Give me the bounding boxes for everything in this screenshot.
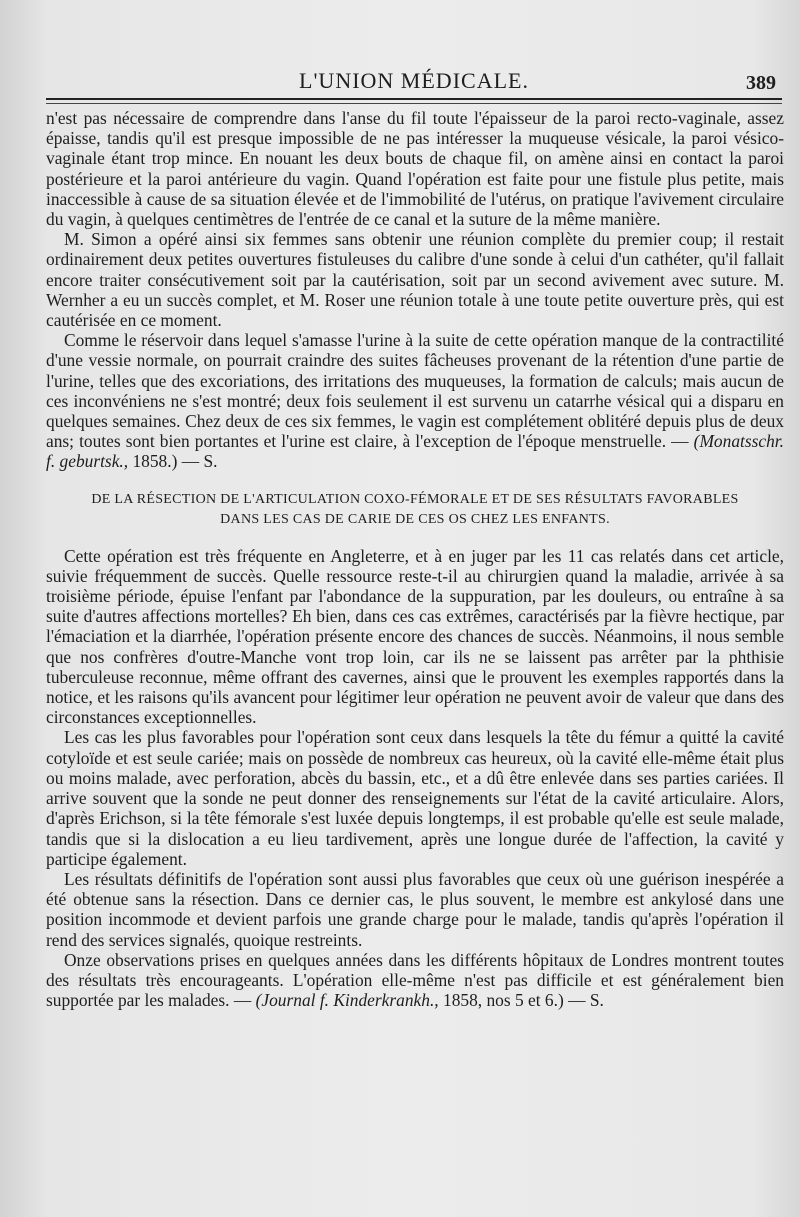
paragraph-6: Les résultats définitifs de l'opération sont aussi plus favorables que ceux où une guérison inespérée a été obtenue sans la résection. Dans ce dernier cas, le plus souvent, le membre est ankylosé dans une position incommode et devient parfois une grande charge pour le malade, tandis qu'après l'opération il rend des services signalés, quoique restreints. (46, 868, 784, 950)
paragraph-2: M. Simon a opéré ainsi six femmes sans obtenir une réunion complète du premier coup; il restait ordinairement deux petites ouvertures fistuleuses du calibre d'une sonde à celui d'un cathéter, qu'il fallait encore traiter consécutivement soit par la cautérisation, soit par un second avivement avec suture. M. Wernher a eu un succès complet, et M. Roser une réunion totale à une toute petite ouverture près, qui est cautérisée en ce moment. (46, 229, 784, 331)
running-title: L'UNION MÉDICALE. (299, 68, 529, 93)
section-heading (46, 490, 784, 530)
paragraph-3-citation: (Monatsschr. f. geburtsk., (46, 431, 784, 472)
paragraph-1: n'est pas nécessaire de comprendre dans l'anse du fil toute l'épaisseur de la paroi recto-vaginale, assez épaisse, tandis qu'il est presque impossible de ne pas intéresser la muqueuse vésicale, la paroi vésico-vaginale étant trop mince. En nouant les deux bouts de chaque fil, on amène ainsi en contact la paroi postérieure et la paroi antérieure du vagin. Quand l'opération est faite pour une fistule plus petite, mais inaccessible à cause de sa situation élevée et de l'immobilité de l'utérus, on pratique l'avivement circulaire du vagin, à quelques centimètres de l'entrée de ce canal et la suture de la même manière. (46, 108, 784, 230)
paragraph-7-end: 1858, nos 5 et 6.) — S. (438, 990, 604, 1011)
paragraph-3-text: Comme le réservoir dans lequel s'amasse l'urine à la suite de cette opération manque de la contractilité d'une vessie normale, on pourrait craindre des suites fâcheuses provenant de la rétention d'une partie de l'urine, telles que des excoriations, des irritations des muqueuses, la formation de calculs; mais aucun de ces inconvéniens ne s'est montré; deux fois seulement il est survenu un catarrhe vésical qui a disparu en quelques semaines. Chez deux de ces six femmes, le vagin est complétement oblitéré depuis plus de deux ans; toutes sont bien portantes et l'urine est claire, à l'exception de l'époque menstruelle. — (46, 330, 784, 452)
paragraph-5: Les cas les plus favorables pour l'opération sont ceux dans lesquels la tête du fémur a quitté la cavité cotyloïde et est seule cariée; mais on possède de nombreux cas heureux, où la cavité elle-même était plus ou moins malade, avec perforation, abcès du bassin, etc., et a dû être enlevée dans ses parties cariées. Il arrive souvent que la sonde ne peut donner des renseignements sur l'état de la cavité articulaire. Alors, d'après Erichson, si la tête fémorale s'est luxée depuis longtemps, il est probable qu'elle est seule malade, tandis que si la dislocation a eu lieu tardivement, après une longue durée de l'affection, la cavité y participe également. (46, 727, 784, 869)
paragraph-4: Cette opération est très fréquente en Angleterre, et à en juger par les 11 cas relatés dans cet article, suivie fréquemment de succès. Quelle ressource reste-t-il au chirurgien quand la maladie, arrivée à sa troisième période, épuise l'enfant par l'abondance de la suppuration, par les douleurs, ou entraîne à sa suite d'autres affections mortelles? Eh bien, dans ces cas extrêmes, caractérisés par la fièvre hectique, par l'émaciation et la diarrhée, l'opération présente encore des chances de succès. Néanmoins, il nous semble que nos confrères d'outre-Manche vont trop loin, car ils ne se laissent pas arrêter par la phthisie tuberculeuse reconnue, même offrant des cavernes, ainsi que le prouvent les exemples rapportés dans la notice, et les raisons qu'ils avancent pour légitimer leur opération ne peuvent avoir de valeur que dans des circonstances exceptionnelles. (46, 545, 784, 728)
paragraph-7 (46, 950, 784, 1011)
section-heading-line-2: DANS LES CAS DE CARIE DE CES OS CHEZ LES ENFANTS. (220, 511, 610, 527)
article-body (46, 108, 784, 1010)
page-header (46, 62, 782, 94)
section-heading-line-1: DE LA RÉSECTION DE L'ARTICULATION COXO-FÉMORALE ET DE SES RÉSULTATS FAVORABLES (91, 491, 739, 507)
header-rule (46, 98, 782, 104)
paragraph-7-text: Onze observations prises en quelques années dans les différents hôpitaux de Londres montrent toutes des résultats très encourageants. L'opération elle-même n'est pas difficile et est généralement bien supportée par les malades. — (46, 949, 784, 1011)
paragraph-3-end: 1858.) — S. (128, 451, 218, 472)
paragraph-3 (46, 330, 784, 471)
page-number: 389 (746, 72, 776, 94)
paragraph-7-citation: (Journal f. Kinderkrankh., (255, 990, 439, 1011)
